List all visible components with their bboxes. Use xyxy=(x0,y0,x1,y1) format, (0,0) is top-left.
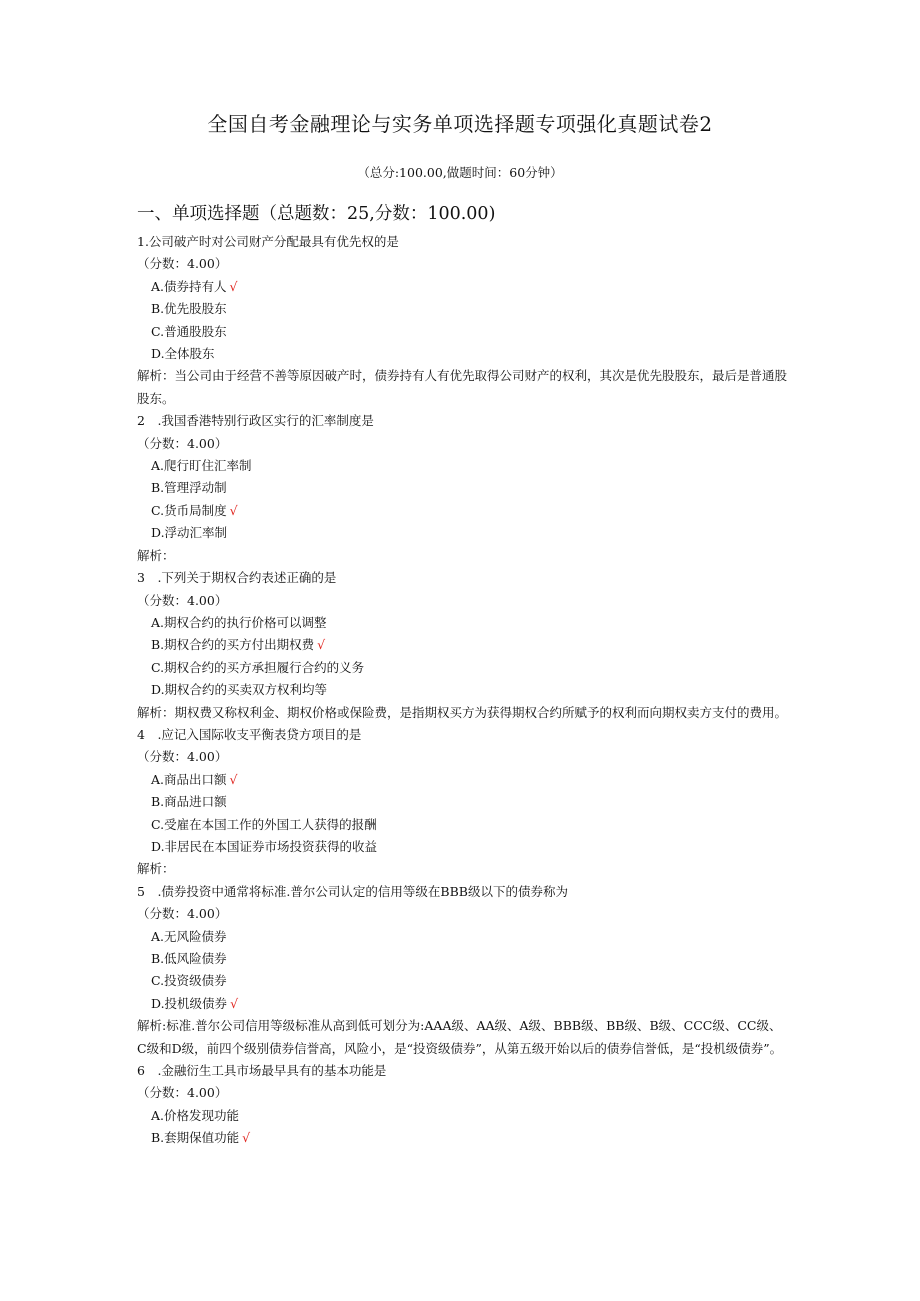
question-4 xyxy=(137,724,787,881)
option-c: C.普通股股东 xyxy=(151,323,227,339)
correct-check-icon: √ xyxy=(229,771,238,787)
question-stem: 3 .下列关于期权合约表述正确的是 xyxy=(137,570,337,586)
question-stem: 6 .金融衍生工具市场最早具有的基本功能是 xyxy=(137,1063,387,1079)
option-b: B.套期保值功能 √ xyxy=(151,1130,251,1146)
analysis-text: 解析:标准.普尔公司信用等级标准从高到低可划分为:AAA级、AA级、A级、BBB级、BB级、B级、CCC级、CC级、C级和D级，前四个级别债券信誉高，风险小，是“投资级债券”，从第五级开始以后的债券信誉低，是“投机级债券”。 xyxy=(137,1018,783,1056)
correct-check-icon: √ xyxy=(230,995,239,1011)
page-title: 全国自考金融理论与实务单项选择题专项强化真题试卷2 xyxy=(207,112,713,136)
option-c: C.期权合约的买方承担履行合约的义务 xyxy=(151,659,365,675)
correct-check-icon: √ xyxy=(242,1130,251,1146)
option-a: A.价格发现功能 xyxy=(151,1107,240,1123)
option-a: A.无风险债券 xyxy=(151,928,227,944)
question-3 xyxy=(137,567,787,724)
question-score: （分数：4.00） xyxy=(137,1085,228,1101)
option-b: B.期权合约的买方付出期权费 √ xyxy=(151,637,326,653)
question-list xyxy=(137,231,787,1150)
option-c: C.受雇在本国工作的外国工人获得的报酬 xyxy=(151,816,377,832)
option-a: A.商品出口额 √ xyxy=(151,771,238,787)
question-2 xyxy=(137,410,787,567)
option-c: C.货币局制度 √ xyxy=(151,502,238,518)
option-c: C.投资级债券 xyxy=(151,973,227,989)
option-a: A.期权合约的执行价格可以调整 xyxy=(151,614,327,630)
question-score: （分数：4.00） xyxy=(137,749,228,765)
option-d: D.非居民在本国证券市场投资获得的收益 xyxy=(151,838,378,854)
correct-check-icon: √ xyxy=(229,502,238,518)
option-a: A.爬行盯住汇率制 xyxy=(151,458,252,474)
question-score: （分数：4.00） xyxy=(137,592,228,608)
option-b: B.低风险债券 xyxy=(151,951,227,966)
question-stem: 2 .我国香港特别行政区实行的汇率制度是 xyxy=(137,413,374,429)
option-b: B.优先股股东 xyxy=(151,301,227,317)
question-stem: 4 .应记入国际收支平衡表贷方项目的是 xyxy=(137,726,362,742)
option-d: D.浮动汇率制 xyxy=(151,525,228,541)
exam-info: （总分:100.00,做题时间：60分钟） xyxy=(357,165,563,180)
option-b: B.商品进口额 xyxy=(151,794,227,810)
analysis-text: 解析：期权费又称权利金、期权价格或保险费，是指期权买方为获得期权合约所赋予的权利而向期权卖方支付的费用。 xyxy=(137,704,788,720)
analysis-text: 解析： xyxy=(137,861,175,877)
section-heading: 一、单项选择题（总题数：25,分数：100.00) xyxy=(137,204,496,224)
question-5 xyxy=(137,881,787,1060)
option-d: D.期权合约的买卖双方权利均等 xyxy=(151,682,328,698)
question-score: （分数：4.00） xyxy=(137,906,228,922)
question-score: （分数：4.00） xyxy=(137,435,228,451)
option-d: D.全体股东 xyxy=(151,346,215,362)
analysis-text: 解析： xyxy=(137,547,175,563)
question-stem: 1.公司破产时对公司财产分配最具有优先权的是 xyxy=(137,234,399,249)
analysis-text: 解析：当公司由于经营不善等原因破产时，债券持有人有优先取得公司财产的权利，其次是优先股股东，最后是普通股股东。 xyxy=(137,368,788,406)
option-b: B.管理浮动制 xyxy=(151,480,227,496)
question-score: （分数：4.00） xyxy=(137,256,228,272)
question-6 xyxy=(137,1060,787,1150)
option-a: A.债券持有人 √ xyxy=(151,278,238,294)
correct-check-icon: √ xyxy=(317,637,326,653)
question-1 xyxy=(137,231,787,410)
correct-check-icon: √ xyxy=(229,278,238,294)
option-d: D.投机级债券 √ xyxy=(151,995,239,1011)
question-stem: 5 .债券投资中通常将标准.普尔公司认定的信用等级在BBB级以下的债券称为 xyxy=(137,883,568,899)
